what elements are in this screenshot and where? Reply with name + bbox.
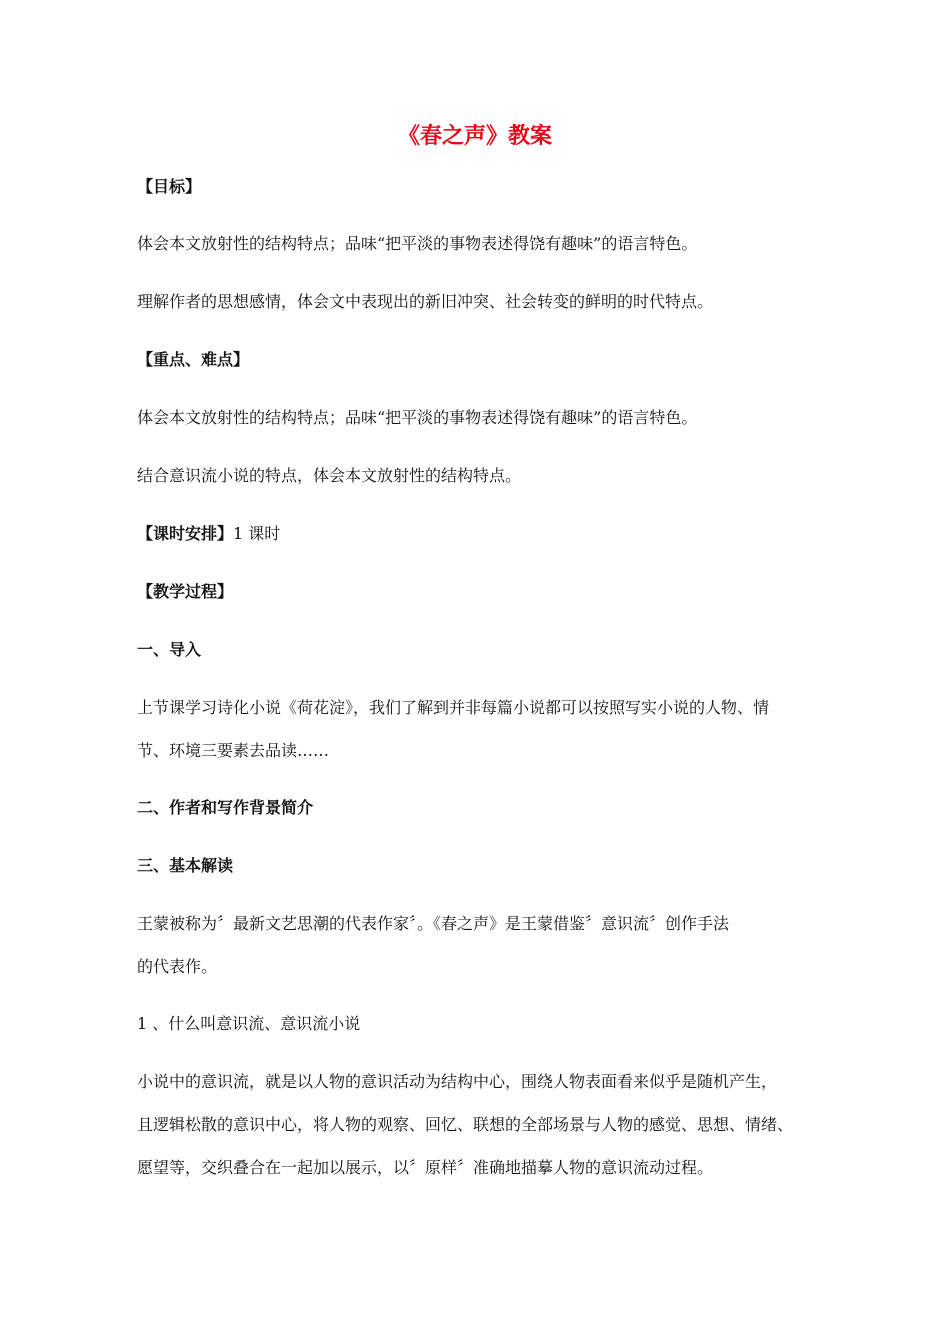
paragraph-line: 且逻辑松散的意识中心，将人物的观察、回忆、联想的全部场景与人物的感觉、思想、情绪、 <box>137 1115 794 1134</box>
intro-paragraph <box>137 686 827 772</box>
schedule-line <box>137 523 837 545</box>
reading-paragraph <box>137 902 827 988</box>
section-heading-author: 二、作者和写作背景简介 <box>137 798 314 817</box>
process-heading: 【教学过程】 <box>137 582 234 601</box>
schedule-heading: 【课时安排】 <box>137 524 234 543</box>
paragraph-line: 的代表作。 <box>137 957 218 976</box>
goal-line-2: 理解作者的思想感情，体会文中表现出的新旧冲突、社会转变的鲜明的时代特点。 <box>137 292 714 311</box>
paragraph-line: 愿望等，交织叠合在一起加以展示，以〞原样〞准确地描摹人物的意识流动过程。 <box>137 1158 714 1177</box>
schedule-value: 1 课时 <box>233 524 281 543</box>
section-heading-reading: 三、基本解读 <box>137 856 234 875</box>
paragraph-line: 上节课学习诗化小说《荷花淀》，我们了解到并非每篇小说都可以按照写实小说的人物、情 <box>137 698 770 717</box>
document-title: 《春之声》教案 <box>397 124 552 149</box>
goal-heading: 【目标】 <box>137 177 202 196</box>
key-heading: 【重点、难点】 <box>137 350 250 369</box>
section-heading-intro: 一、导入 <box>137 640 202 659</box>
definition-paragraph <box>137 1060 827 1189</box>
paragraph-line: 王蒙被称为〞最新文艺思潮的代表作家〞。《春之声》是王蒙借鉴〞意识流〞创作手法 <box>137 914 730 933</box>
paragraph-line: 小说中的意识流，就是以人物的意识活动为结构中心，围绕人物表面看来似乎是随机产生， <box>137 1072 778 1091</box>
key-line-1: 体会本文放射性的结构特点；品味“把平淡的事物表述得饶有趣味”的语言特色。 <box>137 408 698 427</box>
item-heading: 1 、什么叫意识流、意识流小说 <box>137 1014 361 1033</box>
goal-line-1: 体会本文放射性的结构特点；品味“把平淡的事物表述得饶有趣味”的语言特色。 <box>137 234 698 253</box>
paragraph-line: 节、环境三要素去品读…… <box>137 741 330 760</box>
key-line-2: 结合意识流小说的特点，体会本文放射性的结构特点。 <box>137 466 522 485</box>
